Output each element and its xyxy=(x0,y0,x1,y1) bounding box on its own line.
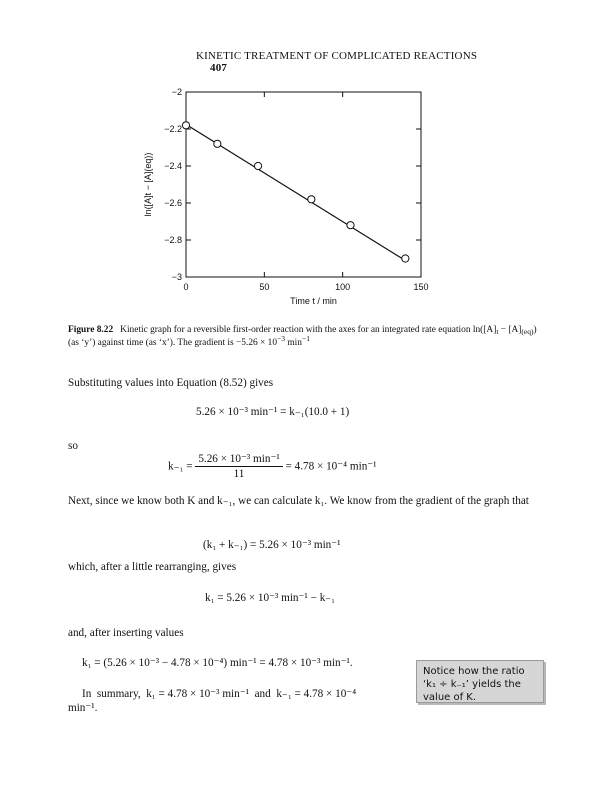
equation-4: k₁ = 5.26 × 10⁻³ min⁻¹ − k₋₁ xyxy=(205,592,336,604)
data-point xyxy=(182,122,189,129)
x-tick-label: 100 xyxy=(335,282,351,292)
equation-5: k₁ = (5.26 × 10⁻³ − 4.78 × 10⁻⁴) min⁻¹ = 4.78 × 10⁻³ min⁻¹. xyxy=(82,657,353,669)
caption-exp-gradient: −3 xyxy=(277,334,286,343)
data-point xyxy=(214,140,221,147)
paragraph-3: which, after a little rearranging, gives xyxy=(68,561,237,573)
kinetic-chart xyxy=(0,0,615,320)
equation-2-fraction xyxy=(195,452,282,480)
x-tick-label: 150 xyxy=(413,282,429,292)
data-point xyxy=(347,222,354,229)
summary-line-1: In summary, k₁ = 4.78 × 10⁻³ min⁻¹ and k₋₁ = 4.78 × 10⁻⁴ xyxy=(82,688,357,700)
x-tick-label: 50 xyxy=(259,282,270,292)
x-axis-label: Time t / min xyxy=(290,296,337,306)
caption-text-2: − [A] xyxy=(498,325,522,335)
y-tick-label: −2.4 xyxy=(164,161,182,171)
data-point xyxy=(402,255,409,262)
equation-2-lhs: k₋₁ = xyxy=(168,460,193,473)
y-tick-label: −2.6 xyxy=(164,198,182,208)
caption-sub-eq: (eq) xyxy=(521,327,534,336)
caption-sub-t: t xyxy=(496,327,499,336)
figure-label: Figure 8.22 xyxy=(68,325,114,335)
caption-text-4: min xyxy=(285,338,302,348)
equation-1: 5.26 × 10⁻³ min⁻¹ = k₋₁(10.0 + 1) xyxy=(196,406,350,418)
equation-2 xyxy=(168,452,377,480)
summary-line-2: min⁻¹. xyxy=(68,702,98,714)
equation-2-numerator: 5.26 × 10⁻³ min⁻¹ xyxy=(195,452,282,467)
data-point xyxy=(254,162,261,169)
equation-3: (k₁ + k₋₁) = 5.26 × 10⁻³ min⁻¹ xyxy=(203,539,341,551)
y-tick-label: −2 xyxy=(171,87,182,97)
equation-2-rhs: = 4.78 × 10⁻⁴ min⁻¹ xyxy=(285,460,377,473)
x-tick-label: 0 xyxy=(183,282,189,292)
paragraph-2: Next, since we know both K and k₋₁, we can calculate k₁. We know from the gradient of the graph that xyxy=(68,495,529,507)
paragraph-4: and, after inserting values xyxy=(68,627,184,639)
running-title: KINETIC TREATMENT OF COMPLICATED REACTIONS xyxy=(196,50,478,62)
y-axis-label: ln([A]t − [A](eq)) xyxy=(143,152,153,217)
margin-note-text: Notice how the ratio ‘k₁ ÷ k₋₁’ yields the value of K. xyxy=(423,666,525,703)
y-tick-label: −2.8 xyxy=(164,235,182,245)
caption-exp-min: −1 xyxy=(301,334,310,343)
y-tick-label: −2.2 xyxy=(164,124,182,134)
equation-2-denominator: 11 xyxy=(233,468,245,480)
data-point xyxy=(308,196,315,203)
word-so: so xyxy=(68,440,78,452)
y-tick-label: −3 xyxy=(171,272,182,282)
caption-text-3: ) (as ‘y’) against time (as ‘x’). The gradient is −5.26 × 10 xyxy=(68,325,537,348)
caption-text-1: Kinetic graph for a reversible first-order reaction with the axes for an integrated rate equation ln([A] xyxy=(120,325,497,335)
plot-frame xyxy=(186,92,421,277)
figure-caption xyxy=(68,324,538,350)
margin-note xyxy=(416,660,544,703)
paragraph-1: Substituting values into Equation (8.52) gives xyxy=(68,377,274,389)
page-number: 407 xyxy=(210,62,228,74)
